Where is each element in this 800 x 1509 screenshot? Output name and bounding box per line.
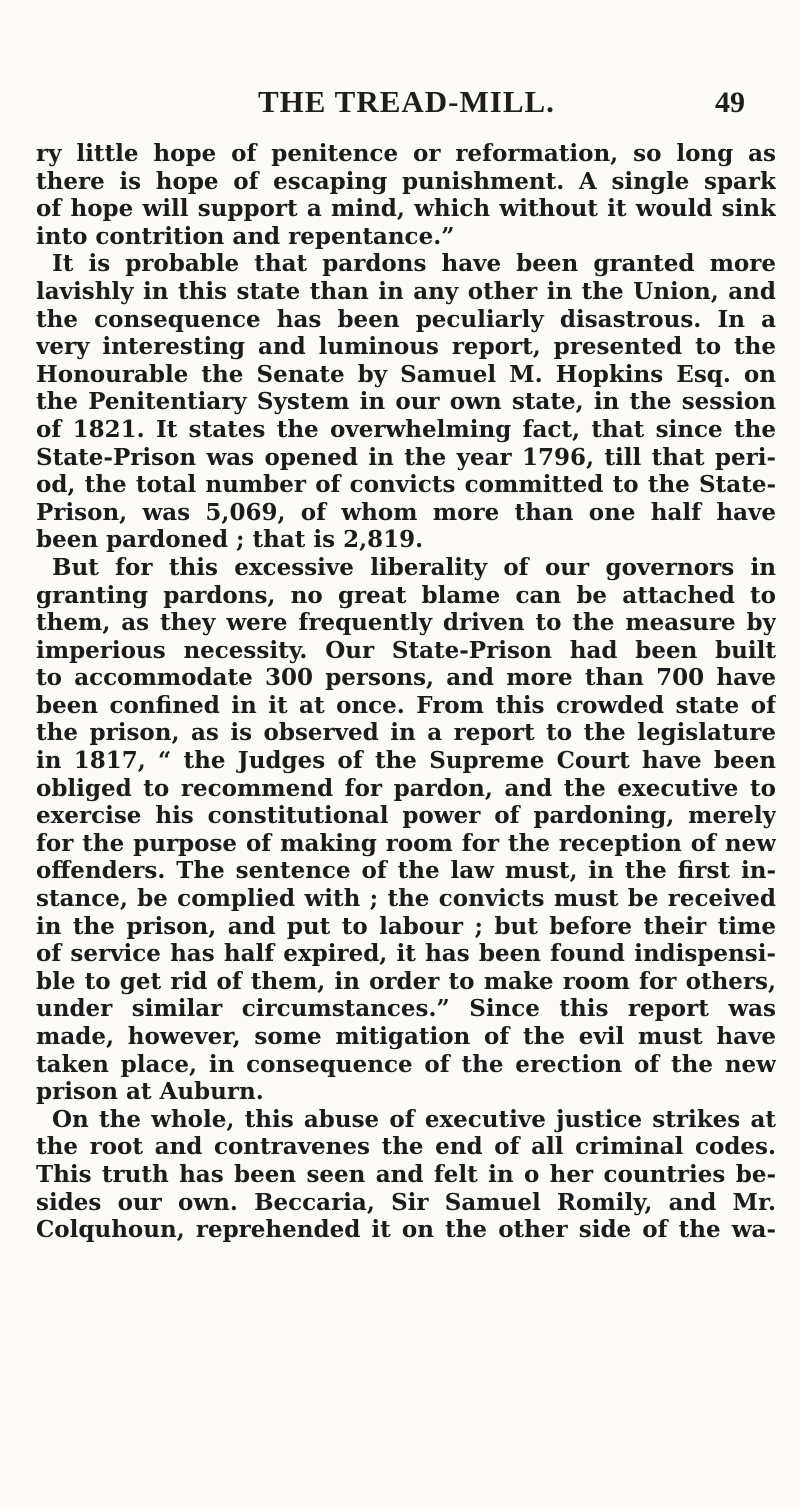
- text-line: exercise his constitutional power of pardoning, merely: [36, 802, 776, 830]
- text-line: This truth has been seen and felt in o her countries be-: [36, 1160, 776, 1188]
- text-line: for the purpose of making room for the reception of new: [36, 829, 776, 857]
- text-line: to accommodate 300 persons, and more than 700 have: [36, 664, 776, 692]
- text-line: of service has half expired, it has been found indispensi-: [36, 940, 776, 968]
- text-line: Prison, was 5,069, of whom more than one half have: [36, 498, 776, 526]
- text-line: imperious necessity. Our State-Prison had been built: [36, 636, 776, 664]
- text-line: of hope will support a mind, which without it would sink: [36, 195, 776, 223]
- text-line: Colquhoun, reprehended it on the other side of the wa-: [36, 1216, 776, 1244]
- text-line: the consequence has been peculiarly disastrous. In a: [36, 305, 776, 333]
- text-line: in 1817, “ the Judges of the Supreme Court have been: [36, 747, 776, 775]
- text-line: lavishly in this state than in any other in the Union, and: [36, 277, 776, 305]
- running-title: THE TREAD-MILL.: [258, 84, 555, 119]
- text-line: taken place, in consequence of the erection of the new: [36, 1050, 776, 1078]
- body-text: [36, 140, 776, 1244]
- page-number: 49: [715, 86, 745, 119]
- text-line: prison at Auburn.: [36, 1078, 264, 1106]
- text-line: Honourable the Senate by Samuel M. Hopkins Esq. on: [36, 360, 776, 388]
- text-line: been confined in it at once. From this crowded state of: [36, 691, 776, 719]
- text-line: them, as they were frequently driven to the measure by: [36, 609, 776, 637]
- text-line: in the prison, and put to labour ; but before their time: [36, 912, 776, 940]
- text-line: It is probable that pardons have been granted more: [52, 250, 776, 278]
- text-line: into contrition and repentance.”: [36, 222, 455, 250]
- text-line: But for this excessive liberality of our governors in: [52, 553, 776, 581]
- text-line: ry little hope of penitence or reformation, so long as: [36, 140, 776, 167]
- text-line: stance, be complied with ; the convicts must be received: [36, 885, 776, 913]
- text-line: obliged to recommend for pardon, and the executive to: [36, 774, 776, 802]
- text-line: very interesting and luminous report, presented to the: [36, 333, 776, 361]
- text-line: the root and contravenes the end of all criminal codes.: [36, 1133, 776, 1161]
- text-line: State-Prison was opened in the year 1796, till that peri-: [36, 443, 776, 471]
- text-line: granting pardons, no great blame can be attached to: [36, 581, 776, 609]
- text-line: the Penitentiary System in our own state, in the session: [36, 388, 776, 416]
- text-line: the prison, as is observed in a report to the legislature: [36, 719, 776, 747]
- text-line: On the whole, this abuse of executive justice strikes at: [52, 1105, 776, 1133]
- text-line: offenders. The sentence of the law must, in the first in-: [36, 857, 776, 885]
- text-line: od, the total number of convicts committed to the State-: [36, 471, 776, 499]
- text-line: there is hope of escaping punishment. A single spark: [36, 167, 776, 195]
- text-line: been pardoned ; that is 2,819.: [36, 526, 424, 554]
- text-line: of 1821. It states the overwhelming fact, that since the: [36, 415, 776, 443]
- text-line: made, however, some mitigation of the evil must have: [36, 1023, 776, 1050]
- text-line: sides our own. Beccaria, Sir Samuel Romily, and Mr.: [36, 1188, 776, 1216]
- page-header: [0, 84, 800, 124]
- text-line: ble to get rid of them, in order to make room for others,: [36, 967, 776, 995]
- text-line: under similar circumstances.” Since this report was: [36, 995, 776, 1023]
